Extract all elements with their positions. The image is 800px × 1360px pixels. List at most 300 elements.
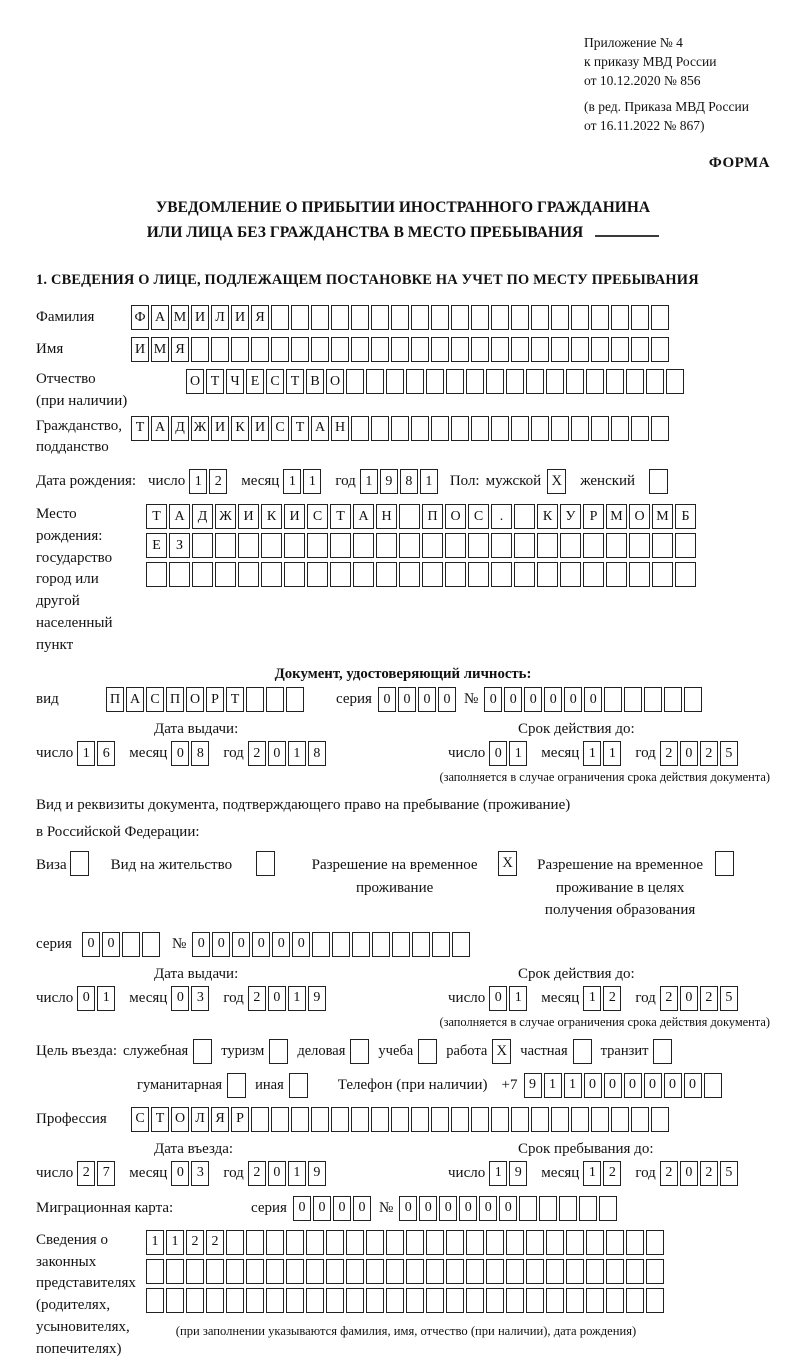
form-cell [471, 305, 489, 330]
date-cells [171, 1161, 211, 1186]
date-cells [660, 1161, 740, 1186]
form-cell [551, 305, 569, 330]
date-cell: 5 [720, 986, 738, 1011]
form-cell [266, 1288, 284, 1313]
form-cell: А [126, 687, 144, 712]
form-cell: 0 [293, 1196, 311, 1221]
form-cell [146, 1288, 164, 1313]
option-label: служебная [122, 1042, 189, 1059]
form-cell: 0 [524, 687, 542, 712]
form-cell [583, 562, 604, 587]
form-cell [391, 416, 409, 441]
form-cell [271, 337, 289, 362]
form-cell [251, 337, 269, 362]
form-cell [591, 337, 609, 362]
form-cell [684, 687, 702, 712]
representatives-label-line6: попечителях) [36, 1340, 122, 1357]
form-cell [271, 305, 289, 330]
residence-doc-line1: Вид и реквизиты документа, подтверждающего право на пребывание (проживание) [36, 797, 571, 814]
name-row [36, 337, 770, 362]
form-cell [353, 562, 374, 587]
date-cell: 0 [171, 741, 189, 766]
option-checkbox [350, 1039, 369, 1064]
date-cell: 1 [420, 469, 438, 494]
form-cell [491, 1107, 509, 1132]
form-cell: 0 [212, 932, 230, 957]
form-cell [491, 533, 512, 558]
form-cell [491, 305, 509, 330]
patronymic-label [36, 369, 186, 413]
form-cell [586, 1259, 604, 1284]
form-cell [626, 1259, 644, 1284]
birthplace-label-line4: населенный пункт [36, 614, 113, 653]
form-cell [586, 369, 604, 394]
form-cell [411, 416, 429, 441]
form-cell [284, 533, 305, 558]
form-cell: Я [211, 1107, 229, 1132]
form-cell: Р [583, 504, 604, 529]
form-cell [651, 305, 669, 330]
form-cell: А [151, 305, 169, 330]
form-cell: 0 [544, 687, 562, 712]
form-cell [626, 1230, 644, 1255]
form-cell: И [191, 305, 209, 330]
date-cell: 0 [680, 741, 698, 766]
form-cell [306, 1288, 324, 1313]
date-cell: 0 [680, 986, 698, 1011]
form-cell [392, 932, 410, 957]
appendix-line: к приказу МВД России [584, 53, 717, 69]
form-cell [231, 337, 249, 362]
form-cell: П [422, 504, 443, 529]
form-cell: И [211, 416, 229, 441]
form-cell: П [106, 687, 124, 712]
form-cell: С [131, 1107, 149, 1132]
sex-female-checkbox [649, 469, 668, 494]
form-cell: 0 [378, 687, 396, 712]
form-cell [211, 337, 229, 362]
temp-permit-checkbox: X [498, 851, 517, 876]
form-cell [599, 1196, 617, 1221]
form-cell [331, 305, 349, 330]
option-label: учеба [378, 1042, 414, 1059]
profession-cells [131, 1107, 671, 1132]
date-cell: 2 [700, 1161, 718, 1186]
form-cell [346, 369, 364, 394]
birthplace-label-line2: государство [36, 549, 113, 566]
form-cell [631, 337, 649, 362]
date-cell: 1 [303, 469, 321, 494]
form-cell [526, 1288, 544, 1313]
form-cell [651, 416, 669, 441]
form-cell: А [151, 416, 169, 441]
form-cell [531, 305, 549, 330]
form-cell [526, 369, 544, 394]
representatives-cells-row3 [146, 1288, 666, 1313]
form-cell: А [169, 504, 190, 529]
representatives-note: (при заполнении указываются фамилия, имя, отчество (при наличии), дата рождения) [175, 1323, 637, 1338]
form-cell [537, 533, 558, 558]
date-cell: 5 [720, 741, 738, 766]
form-cell [226, 1288, 244, 1313]
stay-date [448, 1161, 770, 1186]
form-cell [366, 1259, 384, 1284]
date-cell: 0 [489, 986, 507, 1011]
form-cell [286, 1288, 304, 1313]
date-cell: 2 [660, 1161, 678, 1186]
identity-doc-heading: Документ, удостоверяющий личность: [274, 666, 532, 683]
birthplace-cells-stack [146, 504, 698, 591]
name-label: Имя [36, 341, 64, 358]
option-checkbox: X [492, 1039, 511, 1064]
date-part-label: год [223, 1164, 244, 1181]
citizenship-label-line1: Гражданство, [36, 417, 123, 434]
birthdate-label: Дата рождения: [36, 473, 137, 490]
form-cell: 0 [252, 932, 270, 957]
form-cell: Т [291, 416, 309, 441]
date-cell: 1 [583, 986, 601, 1011]
form-cell [491, 416, 509, 441]
form-cell [291, 337, 309, 362]
entry-date-col [36, 1141, 392, 1186]
form-cell: 1 [146, 1230, 164, 1255]
birthplace-label [36, 504, 146, 656]
surname-row [36, 305, 770, 330]
date-part-label: месяц [541, 1164, 580, 1181]
residence-validity-note: (заполняется в случае ограничения срока действия документа) [439, 1014, 770, 1029]
form-cell [386, 1259, 404, 1284]
form-cell: Ж [191, 416, 209, 441]
date-cell: 0 [268, 986, 286, 1011]
form-cell [351, 416, 369, 441]
form-cell: И [284, 504, 305, 529]
form-cell [445, 533, 466, 558]
form-cell [546, 1230, 564, 1255]
form-cell: С [146, 687, 164, 712]
form-cell [591, 305, 609, 330]
visa-checkbox [70, 851, 89, 876]
date-part-label: год [223, 745, 244, 762]
form-cell [511, 1107, 529, 1132]
residence-doc-series-row [36, 932, 770, 957]
date-cell: 8 [400, 469, 418, 494]
appendix-line: (в ред. Приказа МВД России [584, 98, 749, 114]
form-cell [551, 337, 569, 362]
form-cell [452, 932, 470, 957]
appendix-line: от 10.12.2020 № 856 [584, 72, 701, 88]
form-cell [206, 1259, 224, 1284]
form-cell: О [186, 369, 204, 394]
form-cell [566, 1230, 584, 1255]
temp-permit-label: Разрешение на временное проживание [311, 857, 478, 896]
form-cell [291, 305, 309, 330]
residence-series-cells [82, 932, 162, 957]
form-cell [675, 562, 696, 587]
form-cell [531, 416, 549, 441]
form-cell: Т [151, 1107, 169, 1132]
form-cell: 0 [399, 1196, 417, 1221]
temp-permit-option [297, 851, 517, 899]
doc-kind-cells [106, 687, 306, 712]
option-label: иная [255, 1076, 284, 1093]
option-checkbox [653, 1039, 672, 1064]
form-cell [412, 932, 430, 957]
form-cell: 0 [438, 687, 456, 712]
option-checkbox [269, 1039, 288, 1064]
form-cell [346, 1288, 364, 1313]
form-cell [451, 416, 469, 441]
option-label: транзит [600, 1042, 649, 1059]
form-cell [431, 305, 449, 330]
date-cells [489, 1161, 529, 1186]
form-cell [486, 1288, 504, 1313]
entry-date [36, 1161, 392, 1186]
migration-card-row [36, 1196, 770, 1221]
form-cell: 0 [102, 932, 120, 957]
form-cell [611, 305, 629, 330]
form-cell [704, 1073, 722, 1098]
form-cell [666, 369, 684, 394]
form-cell [624, 687, 642, 712]
option-checkbox [227, 1073, 246, 1098]
surname-cells [131, 305, 671, 330]
date-cells [583, 1161, 623, 1186]
form-cell [466, 1288, 484, 1313]
date-cell: 1 [509, 986, 527, 1011]
form-cell: 0 [584, 1073, 602, 1098]
form-cell [366, 1230, 384, 1255]
form-cell: К [537, 504, 558, 529]
form-cell [146, 1259, 164, 1284]
form-cell [312, 932, 330, 957]
date-part-label: месяц [129, 745, 168, 762]
entry-dates [36, 1141, 770, 1186]
residence-valid-col [392, 966, 770, 1030]
option-checkbox [289, 1073, 308, 1098]
form-cell [646, 1230, 664, 1255]
date-cell: 2 [77, 1161, 95, 1186]
form-cell [651, 1107, 669, 1132]
form-cell [306, 1230, 324, 1255]
form-cell [571, 416, 589, 441]
form-cell [346, 1259, 364, 1284]
residence-doc-options [36, 851, 770, 922]
date-cell: 1 [360, 469, 378, 494]
date-part-label: месяц [129, 1164, 168, 1181]
form-cell [451, 305, 469, 330]
form-cell: И [238, 504, 259, 529]
birthplace-label-line1: Место рождения: [36, 506, 103, 544]
form-cell [215, 562, 236, 587]
residence-doc-dates [36, 966, 770, 1030]
form-cell [471, 337, 489, 362]
date-cells [660, 741, 740, 766]
form-cell [511, 305, 529, 330]
citizenship-cells [131, 416, 671, 441]
form-cell [406, 1259, 424, 1284]
form-cell [406, 369, 424, 394]
form-cell [571, 305, 589, 330]
form-cell: 1 [544, 1073, 562, 1098]
form-cell: 0 [439, 1196, 457, 1221]
form-cell [446, 1230, 464, 1255]
phone-prefix: +7 [501, 1076, 518, 1093]
form-cell: 0 [479, 1196, 497, 1221]
residence-number-cells [192, 932, 472, 957]
date-cell: 2 [660, 741, 678, 766]
form-cell [606, 533, 627, 558]
form-cell [506, 1259, 524, 1284]
form-cell [559, 1196, 577, 1221]
form-cell [652, 533, 673, 558]
date-cell: 8 [308, 741, 326, 766]
residence-doc-line2: в Российской Федерации: [36, 823, 200, 840]
date-cell: 3 [191, 1161, 209, 1186]
residence-series-label: серия [36, 935, 72, 952]
date-cells [77, 986, 117, 1011]
form-cell: Л [191, 1107, 209, 1132]
date-cell: 0 [268, 1161, 286, 1186]
sex-label: Пол: [449, 473, 480, 490]
purpose-label: Цель въезда: [36, 1042, 117, 1059]
birthplace-label-line3: город или другой [36, 571, 99, 610]
visa-label: Виза [36, 857, 67, 874]
date-part-label: число [448, 1164, 486, 1181]
date-cells [171, 741, 211, 766]
form-cell [142, 932, 160, 957]
date-cell: 0 [489, 741, 507, 766]
form-cell [514, 562, 535, 587]
form-cell [122, 932, 140, 957]
date-part-label: год [635, 745, 656, 762]
form-cell [426, 1259, 444, 1284]
birthplace-row [36, 504, 770, 656]
option-checkbox [418, 1039, 437, 1064]
form-cell [431, 1107, 449, 1132]
date-part-label: число [148, 473, 186, 490]
form-cell: 0 [398, 687, 416, 712]
form-cell: 0 [82, 932, 100, 957]
form-cell [215, 533, 236, 558]
form-cell [238, 533, 259, 558]
form-cell [566, 1259, 584, 1284]
form-cell [286, 1259, 304, 1284]
form-cell [399, 562, 420, 587]
doc-series-label: серия [336, 691, 372, 708]
form-cell [192, 533, 213, 558]
form-cell [646, 1259, 664, 1284]
form-cell [246, 1230, 264, 1255]
form-cell [486, 369, 504, 394]
date-cell: 1 [189, 469, 207, 494]
form-cell [586, 1230, 604, 1255]
form-cell [606, 1259, 624, 1284]
form-cell [431, 416, 449, 441]
form-cell [664, 687, 682, 712]
form-cell [537, 562, 558, 587]
form-cell: 0 [292, 932, 310, 957]
form-cell: 0 [459, 1196, 477, 1221]
date-cell: 1 [489, 1161, 507, 1186]
patronymic-row [36, 369, 770, 413]
form-cell [351, 1107, 369, 1132]
form-cell [246, 687, 264, 712]
stay-date-header: Срок пребывания до: [518, 1140, 654, 1157]
date-part-label: месяц [241, 473, 280, 490]
form-title [36, 196, 770, 246]
form-cell [366, 369, 384, 394]
form-cell: О [445, 504, 466, 529]
issue-date [36, 741, 392, 766]
form-cell [386, 1288, 404, 1313]
form-cell: 1 [166, 1230, 184, 1255]
form-cell [406, 1288, 424, 1313]
form-cell: Ф [131, 305, 149, 330]
form-cell [445, 562, 466, 587]
form-cell [606, 1230, 624, 1255]
representatives-label-line3: представителях [36, 1275, 136, 1292]
form-cell: Н [376, 504, 397, 529]
residence-permit-label: Вид на жительство [110, 857, 233, 874]
form-cell [468, 533, 489, 558]
date-part-label: месяц [541, 745, 580, 762]
form-cell [566, 1288, 584, 1313]
form-cell [506, 1288, 524, 1313]
form-cell [519, 1196, 537, 1221]
form-cell: . [491, 504, 512, 529]
form-cell [511, 337, 529, 362]
date-cell: 9 [308, 1161, 326, 1186]
migration-number-cells [399, 1196, 619, 1221]
date-cell: 2 [700, 986, 718, 1011]
identity-doc-kind-row [36, 687, 770, 712]
form-cell [432, 932, 450, 957]
date-cells [77, 741, 117, 766]
form-cell [411, 337, 429, 362]
date-cell: 1 [509, 741, 527, 766]
form-cell [606, 562, 627, 587]
form-cell [514, 533, 535, 558]
date-cell: 9 [509, 1161, 527, 1186]
form-cell [307, 562, 328, 587]
form-cell [546, 1288, 564, 1313]
form-cell [391, 1107, 409, 1132]
form-cell [351, 337, 369, 362]
form-cell [631, 1107, 649, 1132]
form-cell: М [606, 504, 627, 529]
date-cell: 2 [248, 741, 266, 766]
form-cell [399, 533, 420, 558]
form-cell: Л [211, 305, 229, 330]
residence-valid-header: Срок действия до: [518, 965, 635, 982]
form-cell [311, 305, 329, 330]
form-cell: П [166, 687, 184, 712]
date-cell: 1 [288, 741, 306, 766]
phone-label: Телефон (при наличии) [337, 1076, 488, 1093]
form-cell [422, 533, 443, 558]
date-cell: 9 [380, 469, 398, 494]
form-cell [606, 369, 624, 394]
residence-permit-option [111, 851, 275, 877]
form-cell: О [326, 369, 344, 394]
form-cell [166, 1259, 184, 1284]
form-cell: Т [131, 416, 149, 441]
form-cell [371, 305, 389, 330]
sex-male-checkbox: X [547, 469, 566, 494]
form-cell [560, 562, 581, 587]
representatives-label-line4: (родителях, [36, 1297, 111, 1314]
form-cell: 0 [192, 932, 210, 957]
